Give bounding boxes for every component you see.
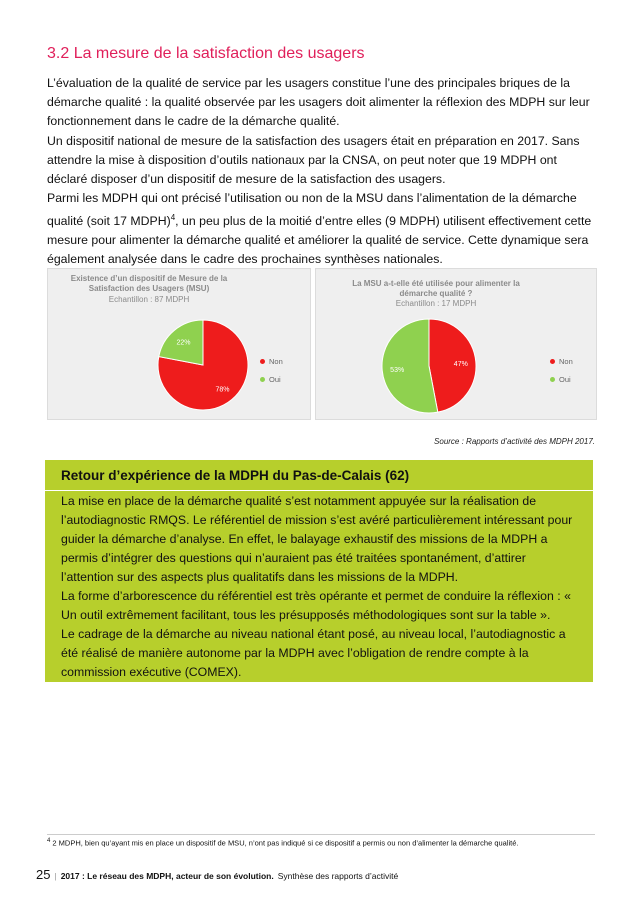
legend-oui-label: Oui	[269, 375, 281, 384]
paragraph-3-lead: Parmi les MDPH qui ont précisé l’utilisation ou non de la MSU dans l’alimentation de la démarche qualité	[47, 191, 577, 229]
chart-1-title-line2: Satisfaction des Usagers (MSU)	[88, 284, 210, 293]
legend-non	[550, 357, 573, 366]
footnote-marker: 4	[47, 838, 51, 844]
legend-non	[260, 357, 283, 366]
pie-label-oui: 22%	[176, 339, 191, 347]
legend-oui-swatch	[550, 377, 555, 382]
experience-box-body	[61, 492, 581, 682]
footnote	[47, 838, 519, 848]
footnote-ref: 4	[170, 213, 176, 222]
paragraph-2: Un dispositif national de mesure de la satisfaction des usagers était en préparation en 2017. Sans attendre la mise à disposition d’outils nationaux par la CNSA, on peut noter que 19 MDPH ont déclaré disposer d’un dispositif de mesure de la satisfaction des usagers.	[47, 134, 580, 186]
pie-label-non: 47%	[453, 360, 468, 368]
box-paragraph-3: Le cadrage de la démarche au niveau national étant posé, au niveau local, l’autodiagnostic a été réalisé de manière autonome par la MDPH avec l’obligation de rendre compte à la commission exécutive (COMEX).	[61, 627, 566, 679]
chart-msu-usage	[315, 268, 597, 420]
experience-box-title: Retour d’expérience de la MDPH du Pas-de-Calais (62)	[61, 468, 410, 483]
page-footer	[36, 867, 398, 882]
legend-non-label: Non	[269, 357, 283, 366]
chart-msu-existence	[47, 268, 311, 420]
paragraph-1: L’évaluation de la qualité de service par les usagers constitue l’une des principales briques de la démarche qualité : la qualité observée par les usagers doit alimenter la réflexion des MDPH sur leur fonctionnement dans le cadre de la démarche qualité.	[47, 76, 590, 128]
pie-chart-1	[48, 269, 310, 419]
chart-1-subtitle: Echantillon : 87 MDPH	[108, 295, 190, 304]
chart-2-title-line1: La MSU a-t-elle été utilisée pour alimenter la	[352, 279, 520, 288]
page-number: 25	[36, 867, 51, 882]
chart-source: Source : Rapports d’activité des MDPH 2017.	[434, 437, 595, 446]
pie-label-oui: 53%	[390, 367, 405, 375]
section-title: 3.2 La mesure de la satisfaction des usagers	[47, 45, 365, 62]
legend-oui	[260, 375, 283, 384]
pie-slice-non	[429, 319, 476, 412]
footnote-divider	[47, 834, 595, 835]
legend-oui	[550, 375, 573, 384]
experience-box	[45, 460, 593, 682]
footer-subtitle: Synthèse des rapports d’activité	[277, 871, 399, 881]
legend-oui-swatch	[260, 377, 265, 382]
pie-chart-2	[316, 269, 596, 419]
chart-2-title-line2: démarche qualité ?	[399, 289, 473, 298]
box-paragraph-1: La mise en place de la démarche qualité s’est notamment appuyée sur la réalisation de l’autodiagnostic RMQS. Le référentiel de mission s’est avéré particulièrement intéressant pour guider la démarche d’analyse. En effet, le balayage exhaustif des missions de la MDPH a permis d’intégrer des questions qui n’auraient pas été traitées spontanément, d’attirer l’attention sur des aspects plus qualitatifs dans les missions de la MDPH.	[61, 494, 573, 584]
legend-non-swatch	[550, 359, 555, 364]
legend-oui-label: Oui	[559, 375, 571, 384]
box-paragraph-2: La forme d’arborescence du référentiel est très opérante et permet de conduire la réflexion : « Un outil extrêmement facilitant, tous les présupposés méthodologiques sont sur la table ».	[61, 589, 571, 622]
footnote-text: 2 MDPH, bien qu’ayant mis en place un dispositif de MSU, n’ont pas indiqué si ce dispositif a permis ou non d’alimenter la démarche qualité.	[50, 838, 519, 848]
legend-non-swatch	[260, 359, 265, 364]
legend-non-label: Non	[559, 357, 573, 366]
footer-separator: |	[54, 871, 57, 881]
chart-2-legend	[550, 357, 573, 393]
paragraph-3-start: (soit 17 MDPH)	[86, 214, 171, 229]
chart-1-title-line1: Existence d’un dispositif de Mesure de la	[70, 274, 228, 283]
box-divider	[45, 490, 593, 491]
chart-1-legend	[260, 357, 283, 393]
pie-slice-oui	[382, 319, 438, 413]
pie-label-non: 78%	[215, 386, 230, 394]
chart-2-subtitle: Echantillon : 17 MDPH	[395, 299, 477, 308]
paragraph-3-rest: , un peu plus de la moitié d’entre elles (9 MDPH) utilisent effectivement cette mesure pour alimenter la démarche qualité et améliorer la qualité de service. Cette dynamique sera également analysée dans le cadre des prochaines synthèses nationales.	[47, 214, 592, 267]
footer-title: 2017 : Le réseau des MDPH, acteur de son évolution.	[60, 871, 274, 881]
paragraph-3	[47, 189, 595, 269]
